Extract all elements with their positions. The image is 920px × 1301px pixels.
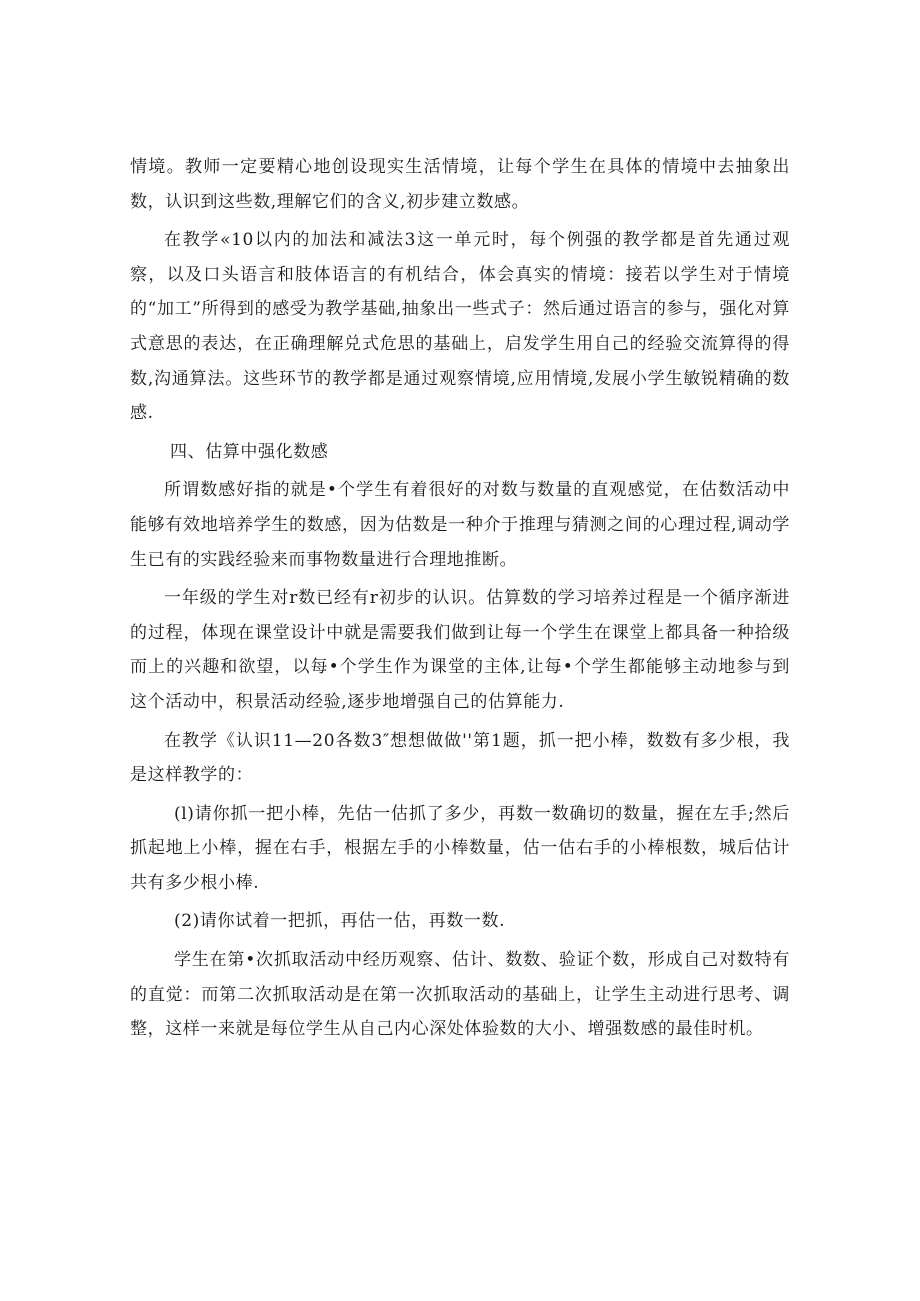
document-body — [130, 150, 790, 1051]
paragraph-addition-subtraction: 在教学«10以内的加法和减法3这一单元时，每个例强的教学都是首先通过观察，以及口头语言和肢体语言的有机结合，体会真实的情境：接若以学生对于情境的“加工”所得到的感受为教学基础,抽象出一些式子：然后通过语言的参与，强化对算式意思的表达，在正确理解兑式危思的基础上，启发学生用自己的经验交流算得的得数,沟通算法。这些环节的教学都是通过观察情境,应用情境,发展小学生敏锐精确的数感. — [130, 230, 791, 424]
paragraph-continuation: 情境。教师一定要精心地创设现实生活情境，让每个学生在具体的情境中去抽象出数，认识到这些数,理解它们的含义,初步建立数感。 — [130, 157, 790, 212]
section-heading-estimation: 四、估算中强化数感 — [170, 441, 329, 462]
paragraph-teaching-example: 在教学《认识11—20各数3″想想做做''第1题，抓一把小棒，数数有多少根，我是这样教学的： — [130, 730, 790, 786]
paragraph-conclusion: 学生在第•次抓取活动中经历观察、估计、数数、验证个数，形成自己对数特有的直觉：而第二次抓取活动是在第一次抓取活动的基础上，让学生主动进行思考、调整，这样一来就是每位学生从自己内心深处体验数的大小、增强数感的最佳时机。 — [130, 950, 790, 1040]
paragraph-number-sense-definition: 所谓数感好指的就是•个学生有着很好的对数与数量的直观感觉，在估数活动中能够有效地培养学生的数感，因为估数是一种介于推理与猜测之间的心理过程,调动学生已有的实践经验来而事物数量进行合理地推断。 — [130, 480, 790, 570]
list-item-step-1: (l)请你抓一把小棒，先估一估抓了多少，再数一数确切的数量，握在左手;然后抓起地上小棒，握在右手，根据左手的小棒数量，估一估右手的小棒根数，城后估计共有多少根小棒. — [130, 803, 790, 893]
paragraph-first-grade: 一年级的学生对r数已经有r初步的认识。估算数的学习培养过程是一个循序渐进的过程，体现在课堂设计中就是需要我们做到让每一个学生在课堂上都具备一种拾级而上的兴趣和欲望，以每•个学生作为课堂的主体,让每•个学生都能够主动地参与到这个活动中，积景活动经验,逐步地增强自己的估算能力. — [130, 588, 790, 712]
list-item-step-2: (2)请你试着一把抓，再估一估，再数一数. — [174, 911, 506, 932]
